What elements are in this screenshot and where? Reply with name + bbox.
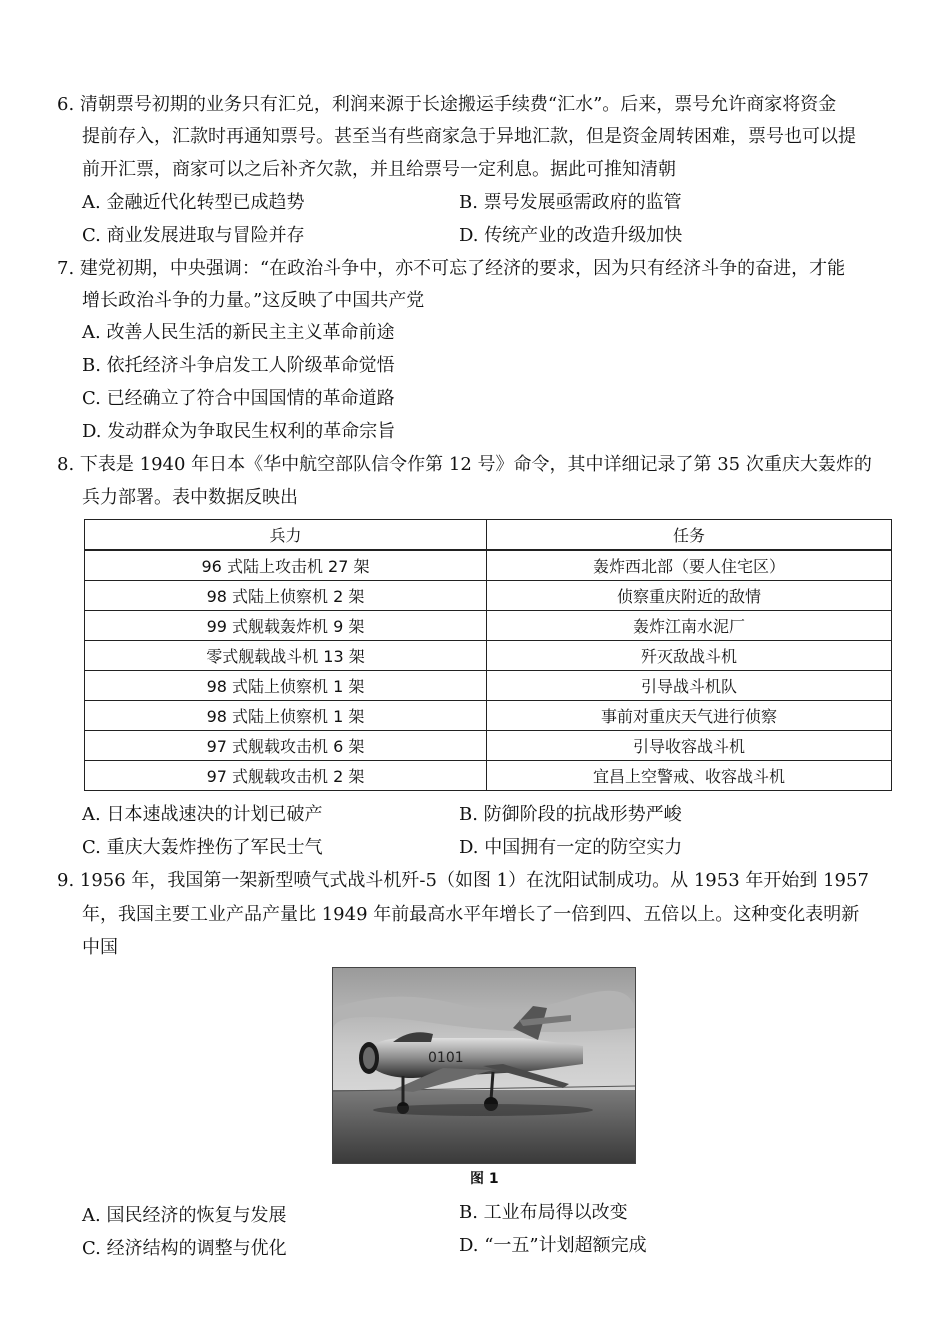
q9-stem-line-3: 中国 [82, 937, 118, 958]
q8-option-d: D. 中国拥有一定的防空实力 [459, 837, 683, 858]
cell-mission: 事前对重庆天气进行侦察 [487, 701, 892, 731]
q6-stem-line-2: 提前存入，汇款时再通知票号。甚至当有些商家急于异地汇款，但是资金周转困难，票号也可以提 [82, 126, 856, 147]
jet-fighter-photo [332, 967, 636, 1164]
table-row [85, 701, 892, 731]
table-row [85, 611, 892, 641]
table-row [85, 581, 892, 611]
q7-stem-line-1: 7. 建党初期，中央强调：“在政治斗争中，亦不可忘了经济的要求，因为只有经济斗争的奋进，才能 [57, 258, 846, 279]
table-header-row [85, 520, 892, 551]
q9-stem-line-2: 年，我国主要工业产品产量比 1949 年前最高水平年增长了一倍到四、五倍以上。这种变化表明新 [82, 904, 860, 925]
cell-mission: 轰炸西北部（要人住宅区） [487, 550, 892, 581]
q8-stem-line-1: 8. 下表是 1940 年日本《华中航空部队信令作第 12 号》命令，其中详细记录了第 35 次重庆大轰炸的 [57, 454, 872, 475]
cell-forces: 97 式舰载攻击机 6 架 [85, 731, 487, 761]
q6-option-a: A. 金融近代化转型已成趋势 [82, 192, 305, 213]
q6-option-d: D. 传统产业的改造升级加快 [459, 225, 683, 246]
q9-option-a: A. 国民经济的恢复与发展 [82, 1205, 287, 1226]
q8-option-b: B. 防御阶段的抗战形势严峻 [459, 804, 682, 825]
q9-option-d: D. “一五”计划超额完成 [459, 1235, 647, 1256]
table-row [85, 761, 892, 791]
cell-forces: 98 式陆上侦察机 2 架 [85, 581, 487, 611]
table-row [85, 550, 892, 581]
cell-forces: 零式舰载战斗机 13 架 [85, 641, 487, 671]
cell-forces: 99 式舰载轰炸机 9 架 [85, 611, 487, 641]
q9-option-c: C. 经济结构的调整与优化 [82, 1238, 287, 1259]
q9-stem-line-1: 9. 1956 年，我国第一架新型喷气式战斗机歼-5（如图 1）在沈阳试制成功。从 1953 年开始到 1957 [57, 870, 869, 891]
q6-option-c: C. 商业发展进取与冒险并存 [82, 225, 305, 246]
cell-mission: 引导战斗机队 [487, 671, 892, 701]
cell-mission: 歼灭敌战斗机 [487, 641, 892, 671]
q8-option-c: C. 重庆大轰炸挫伤了军民士气 [82, 837, 323, 858]
table-header-mission: 任务 [487, 520, 892, 551]
q7-option-b: B. 依托经济斗争启发工人阶级革命觉悟 [82, 355, 395, 376]
table-row [85, 641, 892, 671]
figure-caption: 图 1 [470, 1171, 499, 1187]
cell-mission: 侦察重庆附近的敌情 [487, 581, 892, 611]
cell-mission: 引导收容战斗机 [487, 731, 892, 761]
q7-option-a: A. 改善人民生活的新民主主义革命前途 [82, 322, 395, 343]
q7-option-d: D. 发动群众为争取民生权利的革命宗旨 [82, 421, 396, 442]
cell-mission: 宜昌上空警戒、收容战斗机 [487, 761, 892, 791]
table-row [85, 671, 892, 701]
q6-option-b: B. 票号发展亟需政府的监管 [459, 192, 682, 213]
q9-option-b: B. 工业布局得以改变 [459, 1202, 628, 1223]
q8-deployment-table [84, 519, 892, 791]
q7-stem-line-2: 增长政治斗争的力量。”这反映了中国共产党 [82, 290, 425, 311]
cell-forces: 98 式陆上侦察机 1 架 [85, 701, 487, 731]
cell-forces: 98 式陆上侦察机 1 架 [85, 671, 487, 701]
cell-mission: 轰炸江南水泥厂 [487, 611, 892, 641]
q7-option-c: C. 已经确立了符合中国国情的革命道路 [82, 388, 395, 409]
cell-forces: 96 式陆上攻击机 27 架 [85, 550, 487, 581]
jet-fighter-illustration [333, 968, 635, 1163]
table-header-forces: 兵力 [85, 520, 487, 551]
q6-stem-line-1: 6. 清朝票号初期的业务只有汇兑，利润来源于长途搬运手续费“汇水”。后来，票号允许商家将资金 [57, 94, 837, 115]
table-row [85, 731, 892, 761]
q8-option-a: A. 日本速战速决的计划已破产 [82, 804, 323, 825]
cell-forces: 97 式舰载攻击机 2 架 [85, 761, 487, 791]
q6-stem-line-3: 前开汇票，商家可以之后补齐欠款，并且给票号一定利息。据此可推知清朝 [82, 159, 676, 180]
q8-stem-line-2: 兵力部署。表中数据反映出 [82, 487, 298, 508]
plane-number: 0101 [428, 1050, 464, 1066]
